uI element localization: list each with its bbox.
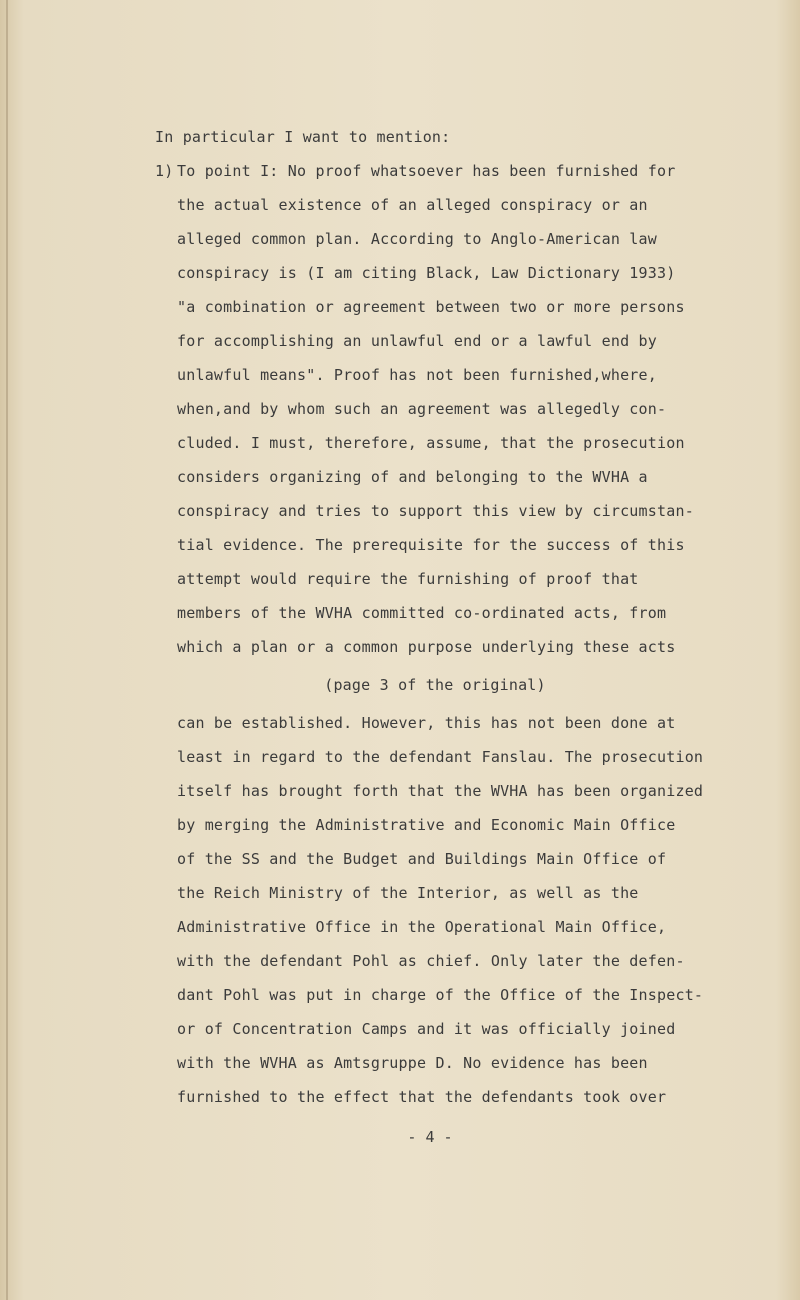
- paragraph1-line: To point I: No proof whatsoever has been furnished for: [177, 162, 676, 180]
- paragraph2-line: dant Pohl was put in charge of the Office of the Inspect-: [177, 986, 704, 1004]
- item-number: 1): [155, 162, 174, 180]
- paragraph1-line: the actual existence of an alleged conspiracy or an: [177, 196, 648, 214]
- paragraph1-line: for accomplishing an unlawful end or a lawful end by: [177, 332, 657, 350]
- page-fold-shadow: [6, 0, 8, 1300]
- page-marker: (page 3 of the original): [324, 676, 546, 694]
- document-body: [155, 120, 775, 1114]
- paragraph1-line: alleged common plan. According to Anglo-American law: [177, 230, 657, 248]
- paragraph2-line: itself has brought forth that the WVHA has been organized: [177, 782, 704, 800]
- paragraph2-line: can be established. However, this has not been done at: [177, 714, 676, 732]
- paragraph2-line: with the WVHA as Amtsgruppe D. No evidence has been: [177, 1054, 648, 1072]
- paragraph2-line: with the defendant Pohl as chief. Only later the defen-: [177, 952, 685, 970]
- paragraph2-line: least in regard to the defendant Fanslau. The prosecution: [177, 748, 704, 766]
- paragraph2-line: furnished to the effect that the defendants took over: [177, 1088, 667, 1106]
- paragraph2-line: or of Concentration Camps and it was officially joined: [177, 1020, 676, 1038]
- list-item-1: [155, 154, 775, 188]
- paragraph1-line: attempt would require the furnishing of proof that: [177, 570, 639, 588]
- paragraph2-line: of the SS and the Budget and Buildings Main Office of: [177, 850, 667, 868]
- paragraph2-line: the Reich Ministry of the Interior, as well as the: [177, 884, 639, 902]
- paragraph1-line: which a plan or a common purpose underlying these acts: [177, 638, 676, 656]
- paragraph1-line: cluded. I must, therefore, assume, that the prosecution: [177, 434, 685, 452]
- page-number: - 4 -: [407, 1128, 453, 1146]
- paragraph1-line: unlawful means". Proof has not been furnished,where,: [177, 366, 657, 384]
- intro-line: In particular I want to mention:: [155, 128, 451, 146]
- paragraph1-line: members of the WVHA committed co-ordinated acts, from: [177, 604, 667, 622]
- paragraph1-line: conspiracy and tries to support this view by circumstan-: [177, 502, 694, 520]
- paragraph2-line: Administrative Office in the Operational Main Office,: [177, 918, 667, 936]
- paragraph1-line: when,and by whom such an agreement was allegedly con-: [177, 400, 667, 418]
- paragraph1-line: "a combination or agreement between two or more persons: [177, 298, 685, 316]
- paragraph2-line: by merging the Administrative and Economic Main Office: [177, 816, 676, 834]
- paragraph1-line: tial evidence. The prerequisite for the success of this: [177, 536, 685, 554]
- paragraph1-line: considers organizing of and belonging to the WVHA a: [177, 468, 648, 486]
- paragraph1-line: conspiracy is (I am citing Black, Law Dictionary 1933): [177, 264, 676, 282]
